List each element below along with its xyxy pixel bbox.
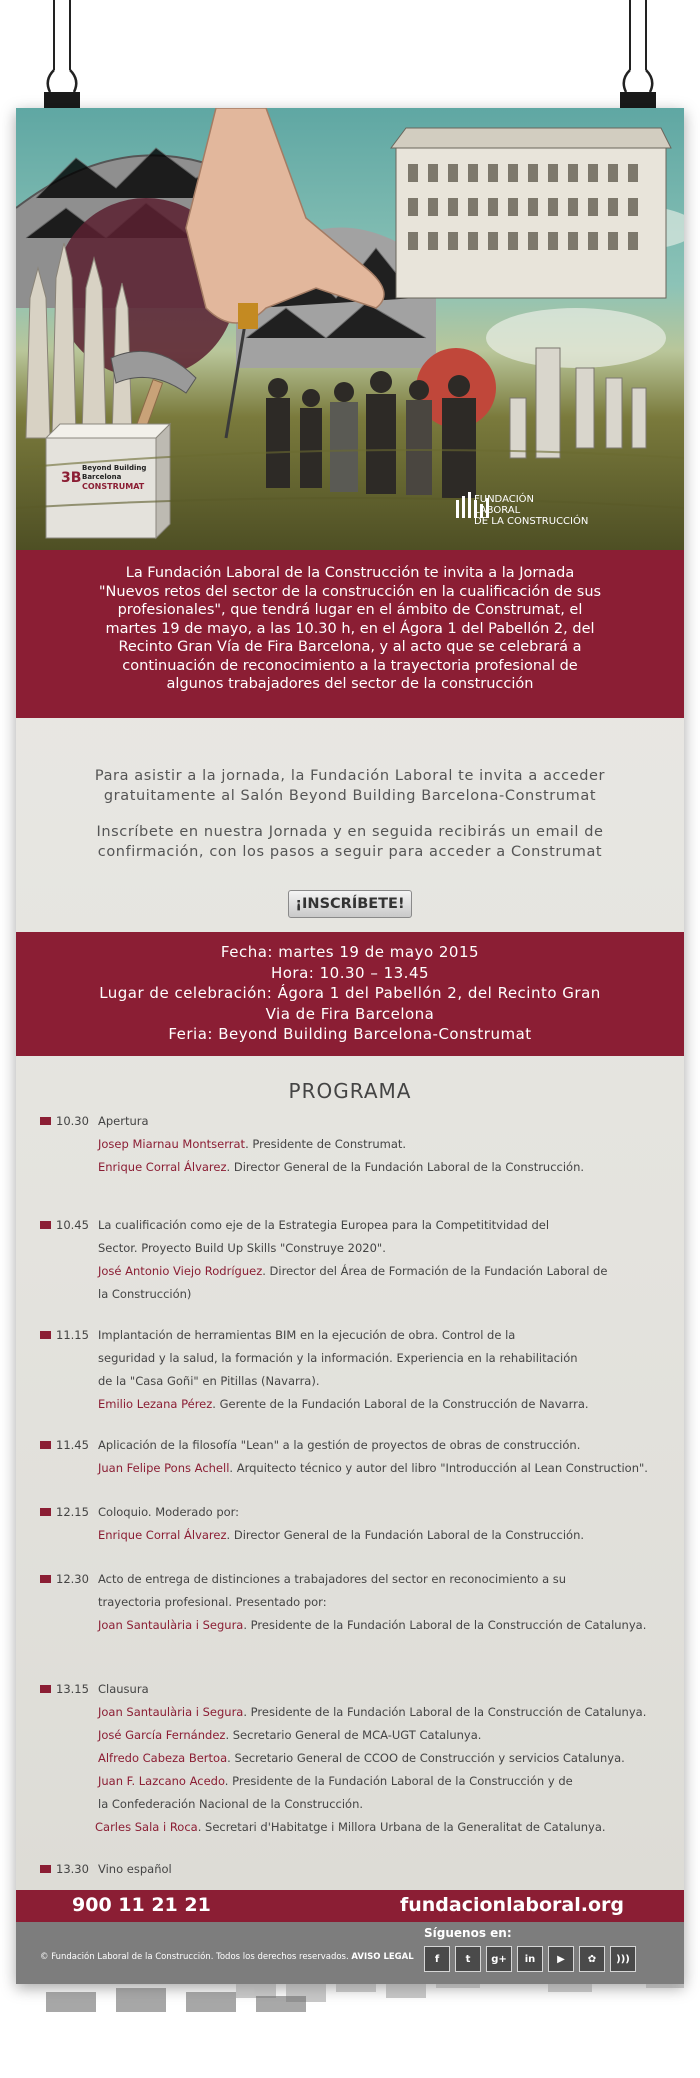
program-text: Clausura (98, 1682, 149, 1696)
program-time: 10.45 (56, 1218, 89, 1232)
program-time: 11.15 (56, 1328, 89, 1342)
bullet-marker (40, 1865, 51, 1873)
bullet-marker (40, 1221, 51, 1229)
program-text: de la "Casa Goñi" en Pitillas (Navarra). (98, 1374, 320, 1388)
event-time: Hora: 10.30 – 13.45 (270, 963, 430, 982)
program-item (40, 1501, 670, 1547)
bullet-marker (40, 1685, 51, 1693)
twitter-icon[interactable]: t (455, 1946, 481, 1972)
program-text: Aplicación de la filosofía "Lean" a la gestión de proyectos de obras de construcción. (98, 1438, 581, 1452)
event-date: Fecha: martes 19 de mayo 2015 (220, 943, 480, 961)
product-logo-line3: CONSTRUMAT (82, 482, 145, 491)
program-item (40, 1324, 670, 1416)
intro-band (16, 550, 684, 718)
intro-line: algunos trabajadores del sector de la construcción (166, 676, 534, 692)
speaker-role: . Secretario General de CCOO de Construcción y servicios Catalunya. (227, 1751, 625, 1765)
event-poster (16, 108, 684, 1984)
program-text: Apertura (98, 1114, 149, 1128)
program-line (98, 1283, 670, 1306)
program-line (98, 1591, 670, 1614)
program-time: 10.30 (56, 1114, 89, 1128)
speaker-role: . Presidente de la Fundación Laboral de la Construcción de Catalunya. (243, 1705, 647, 1719)
program-item (40, 1678, 670, 1839)
program-text: seguridad y la salud, la formación y la información. Experiencia en la rehabilitación (98, 1351, 578, 1365)
binder-clip-left (40, 0, 84, 120)
invite-text: Para asistir a la jornada, la Fundación Laboral te invita a acceder (94, 768, 606, 784)
event-details-band (16, 932, 684, 1056)
program-line (98, 1434, 670, 1457)
event-fair: Feria: Beyond Building Barcelona-Construmat (168, 1025, 532, 1043)
follow-label: Síguenos en: (424, 1926, 512, 1940)
foundation-logo-line2: LABORAL (474, 505, 521, 516)
invite-text: Inscríbete en nuestra Jornada y en seguida recibirás un email de (96, 824, 604, 840)
speaker-name: Joan Santaulària i Segura (98, 1618, 244, 1632)
program-line (98, 1724, 670, 1747)
program-text: Coloquio. Moderado por: (98, 1505, 240, 1519)
binder-clip-right (616, 0, 660, 120)
program-time: 12.30 (56, 1572, 89, 1586)
svg-text:3B: 3B (61, 470, 82, 486)
program-section (16, 1056, 684, 1103)
speaker-name: Emilio Lezana Pérez (98, 1397, 213, 1411)
facebook-icon[interactable]: f (424, 1946, 450, 1972)
program-text: La cualificación como eje de la Estrategia Europea para la Competititvidad del (98, 1218, 550, 1232)
speaker-name: Alfredo Cabeza Bertoa (98, 1751, 228, 1765)
program-line (98, 1701, 670, 1724)
footer (16, 1922, 684, 1984)
bullet-marker (40, 1331, 51, 1339)
program-line (98, 1133, 670, 1156)
program-time: 13.30 (56, 1862, 89, 1876)
speaker-name: Josep Miarnau Montserrat (98, 1137, 246, 1151)
program-text: la Confederación Nacional de la Construcción. (98, 1797, 364, 1811)
intro-line: continuación de reconocimiento a la trayectoria profesional de (122, 657, 578, 674)
social-icons (424, 1946, 636, 1972)
program-time: 12.15 (56, 1505, 89, 1519)
program-line (98, 1237, 670, 1260)
program-line (98, 1614, 670, 1637)
copyright-text: © Fundación Laboral de la Construcción. Todos los derechos reservados. (40, 1952, 349, 1962)
intro-line: martes 19 de mayo, a las 10.30 h, en el Ágora 1 del Pabellón 2, del (105, 620, 595, 637)
foursquare-icon[interactable]: ✿ (579, 1946, 605, 1972)
speaker-name: José Antonio Viejo Rodríguez (98, 1264, 263, 1278)
program-line (98, 1156, 670, 1179)
youtube-icon[interactable]: ▶ (548, 1946, 574, 1972)
program-line (98, 1524, 670, 1547)
bullet-marker (40, 1575, 51, 1583)
program-item (40, 1434, 670, 1480)
program-line (95, 1816, 670, 1839)
speaker-name: Enrique Corral Álvarez (98, 1160, 227, 1174)
bullet-marker (40, 1117, 51, 1125)
product-logo-line2: Barcelona (82, 473, 122, 481)
program-text: la Construcción) (98, 1287, 192, 1301)
intro-line: profesionales", que tendrá lugar en el ámbito de Construmat, el (117, 602, 583, 618)
program-time: 13.15 (56, 1682, 89, 1696)
intro-line: La Fundación Laboral de la Construcción te invita a la Jornada (125, 565, 575, 581)
product-logo-line1: Beyond Building (82, 464, 147, 472)
program-line (98, 1457, 670, 1480)
program-text: trayectoria profesional. Presentado por: (98, 1595, 327, 1609)
program-line (98, 1324, 670, 1347)
invite-paragraph-access (86, 766, 614, 806)
intro-line: Recinto Gran Vía de Fira Barcelona, y al acto que se celebrará a (118, 639, 582, 655)
contact-band (16, 1890, 684, 1922)
program-line (98, 1793, 670, 1816)
speaker-role: . Secretari d'Habitatge i Millora Urbana de la Generalitat de Catalunya. (197, 1820, 606, 1834)
program-line (98, 1858, 670, 1881)
program-text: Vino español (98, 1862, 172, 1876)
intro-line: "Nuevos retos del sector de la construcción en la cualificación de sus (98, 583, 602, 600)
speaker-name: Joan Santaulària i Segura (98, 1705, 244, 1719)
program-text: Acto de entrega de distinciones a trabajadores del sector en reconocimiento a su (98, 1572, 567, 1586)
google-plus-icon[interactable]: g+ (486, 1946, 512, 1972)
speaker-name: Enrique Corral Álvarez (98, 1528, 227, 1542)
copyright (40, 1952, 414, 1962)
legal-notice-link[interactable]: AVISO LEGAL (351, 1952, 414, 1962)
program-item (40, 1110, 670, 1179)
speaker-name: Carles Sala i Roca (95, 1820, 198, 1834)
foundation-logo-line3: DE LA CONSTRUCCIÓN (474, 516, 589, 527)
invite-text: gratuitamente al Salón Beyond Building Barcelona-Construmat (103, 788, 597, 804)
speaker-role: . Director del Área de Formación de la Fundación Laboral de (262, 1264, 608, 1278)
program-line (98, 1214, 670, 1237)
program-line (98, 1347, 670, 1370)
speaker-name: Juan Felipe Pons Achell (98, 1461, 230, 1475)
program-line (98, 1568, 670, 1591)
program-line (98, 1678, 670, 1701)
hero-collage-image (16, 108, 684, 550)
speaker-role: . Director General de la Fundación Laboral de la Construcción. (226, 1160, 585, 1174)
event-venue: Lugar de celebración: Ágora 1 del Pabellón 2, del Recinto Gran (99, 984, 601, 1002)
website-link[interactable]: fundacionlaboral.org (399, 1894, 624, 1916)
hero-illustration (16, 108, 684, 550)
program-line (98, 1393, 670, 1416)
invite-paragraph-signup (86, 822, 614, 862)
speaker-role: . Secretario General de MCA-UGT Catalunya. (225, 1728, 482, 1742)
program-line (98, 1370, 670, 1393)
program-text: Implantación de herramientas BIM en la ejecución de obra. Control de la (98, 1328, 516, 1342)
speaker-role: . Arquitecto técnico y autor del libro "Introducción al Lean Construction". (229, 1461, 648, 1475)
speaker-role: . Presidente de Construmat. (245, 1137, 407, 1151)
invite-section (16, 718, 684, 932)
foundation-logo-line1: FUNDACIÓN (474, 494, 535, 505)
bullet-marker (40, 1508, 51, 1516)
program-item (40, 1214, 670, 1306)
program-line (98, 1770, 670, 1793)
speaker-role: . Presidente de la Fundación Laboral de la Construcción y de (224, 1774, 573, 1788)
program-line (98, 1501, 670, 1524)
event-venue-cont: Via de Fira Barcelona (265, 1004, 435, 1023)
invite-text: confirmación, con los pasos a seguir para acceder a Construmat (97, 844, 603, 860)
register-button[interactable]: ¡INSCRÍBETE! (288, 890, 411, 918)
program-item (40, 1568, 670, 1637)
speaker-role: . Director General de la Fundación Laboral de la Construcción. (226, 1528, 585, 1542)
speaker-name: Juan F. Lazcano Acedo (98, 1774, 225, 1788)
speaker-role: . Gerente de la Fundación Laboral de la Construcción de Navarra. (212, 1397, 589, 1411)
foundation-logo (474, 494, 588, 527)
linkedin-icon[interactable]: in (517, 1946, 543, 1972)
speaker-role: . Presidente de la Fundación Laboral de la Construcción de Catalunya. (243, 1618, 647, 1632)
bullet-marker (40, 1441, 51, 1449)
speaker-name: José García Fernández (98, 1728, 226, 1742)
phone-number[interactable]: 900 11 21 21 (72, 1894, 211, 1916)
program-line (98, 1260, 670, 1283)
program-time: 11.45 (56, 1438, 89, 1452)
rss-icon[interactable]: ))) (610, 1946, 636, 1972)
program-text: Sector. Proyecto Build Up Skills "Construye 2020". (98, 1241, 386, 1255)
program-title: PROGRAMA (288, 1079, 412, 1103)
program-line (98, 1747, 670, 1770)
program-line (98, 1110, 670, 1133)
program-item (40, 1858, 670, 1881)
